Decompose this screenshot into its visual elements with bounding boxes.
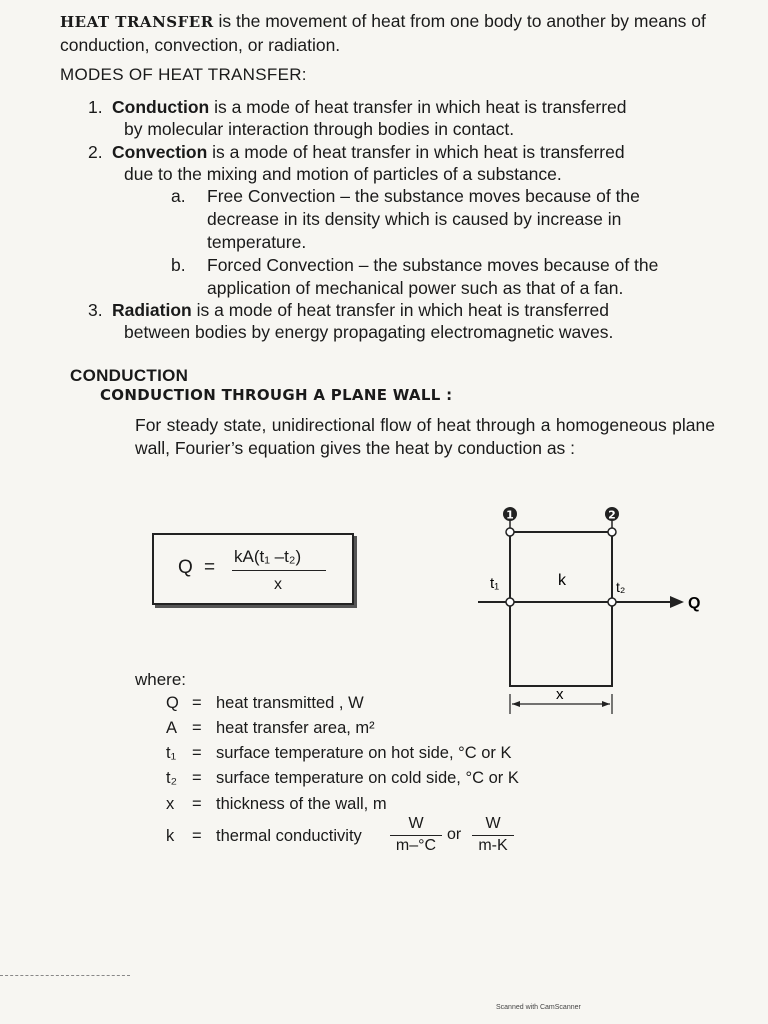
heat-flow-arrowhead [670, 596, 684, 608]
mode-convection [88, 141, 728, 185]
mode-term: Radiation [112, 300, 192, 320]
equation-lhs: Q [178, 557, 193, 578]
mode-line: by molecular interaction through bodies in contact. [124, 119, 515, 139]
definition-text: heat transfer area, m² [216, 719, 375, 737]
definition-symbol: k [166, 827, 175, 845]
intro-term: HEAT TRANSFER [60, 13, 214, 31]
intro-text: is the movement of heat from one body to another by means of conduction, convection, or radiation. [60, 11, 706, 55]
mode-number: 3. [88, 300, 103, 320]
plane-wall-heading: CONDUCTION THROUGH A PLANE WALL : [100, 386, 453, 404]
node1-label: 1 [506, 508, 514, 522]
sub-line: Free Convection – the substance moves because of the [207, 186, 640, 206]
page-divider [0, 975, 130, 976]
definition-text: surface temperature on hot side, °C or K [216, 744, 512, 762]
mode-number: 2. [88, 142, 103, 162]
equation-equals: = [204, 557, 216, 578]
modes-heading: MODES OF HEAT TRANSFER: [60, 65, 307, 84]
definition-equals: = [192, 719, 202, 737]
mode-term: Conduction [112, 97, 210, 117]
unit-numerator: W [408, 815, 424, 832]
node2-label: 2 [608, 508, 616, 522]
definition-symbol: x [166, 795, 175, 813]
mode-line: is a mode of heat transfer in which heat is transferred [207, 142, 625, 162]
free-convection [171, 185, 722, 254]
t2-label: t₂ [616, 579, 626, 595]
node2-top-point [608, 528, 616, 536]
where-label: where: [135, 670, 187, 689]
node1-mid-point [506, 598, 514, 606]
definition-text: thermal conductivity [216, 827, 362, 845]
k-label: k [558, 572, 566, 589]
scanner-footer: Scanned with CamScanner [496, 1004, 581, 1011]
sub-label: a. [171, 186, 186, 206]
definition-symbol: A [166, 719, 178, 737]
t1-label: t₁ [490, 575, 500, 592]
fourier-paragraph: For steady state, unidirectional flow of heat through a homogeneous plane wall, Fourier’s equation gives the heat by conduction as : [135, 415, 715, 458]
plane-wall-diagram [470, 500, 710, 725]
unit-numerator: W [485, 815, 501, 832]
definition-symbol: t₂ [166, 769, 177, 787]
forced-convection [171, 254, 722, 300]
definition-text: thickness of the wall, m [216, 795, 387, 813]
q-label: Q [688, 595, 701, 612]
node2-mid-point [608, 598, 616, 606]
sub-line: temperature. [207, 232, 307, 252]
mode-line: is a mode of heat transfer in which heat is transferred [191, 300, 610, 320]
unit-or: or [447, 826, 462, 843]
definition-equals: = [192, 694, 202, 712]
mode-line: between bodies by energy propagating electromagnetic waves. [124, 322, 614, 342]
definition-equals: = [192, 744, 202, 762]
mode-line: is a mode of heat transfer in which heat is transferred [209, 97, 627, 117]
definition-symbol: Q [166, 694, 179, 712]
mode-radiation [88, 299, 728, 343]
equation-numerator: kA(t₁ –t₂) [234, 547, 302, 566]
wall-rect [510, 532, 612, 686]
definition-equals: = [192, 769, 202, 787]
unit-denominator: m–°C [390, 835, 442, 855]
unit-denominator: m-K [472, 835, 514, 855]
x-label: x [556, 686, 564, 703]
definition-text: heat transmitted , W [216, 694, 364, 712]
mode-line: due to the mixing and motion of particles of a substance. [124, 164, 562, 184]
node1-top-point [506, 528, 514, 536]
sub-label: b. [171, 255, 186, 275]
definition-text: surface temperature on cold side, °C or K [216, 769, 519, 787]
definition-equals: = [192, 795, 202, 813]
fraction-bar [232, 570, 326, 571]
definition-symbol: t₁ [166, 744, 177, 762]
unit-fraction-kelvin [472, 815, 514, 855]
mode-number: 1. [88, 97, 103, 117]
equation-denominator: x [274, 576, 282, 593]
unit-fraction-celsius [390, 815, 442, 855]
intro-paragraph [60, 10, 720, 57]
fourier-equation-box [152, 533, 354, 605]
mode-conduction [88, 96, 728, 140]
mode-term: Convection [112, 142, 208, 162]
dim-arrow-right [602, 701, 610, 707]
conduction-heading: CONDUCTION [70, 366, 189, 385]
sub-line: application of mechanical power such as that of a fan. [207, 278, 624, 298]
definition-equals: = [192, 827, 202, 845]
dim-arrow-left [512, 701, 520, 707]
sub-line: decrease in its density which is caused by increase in [207, 209, 622, 229]
sub-line: Forced Convection – the substance moves because of the [207, 255, 659, 275]
